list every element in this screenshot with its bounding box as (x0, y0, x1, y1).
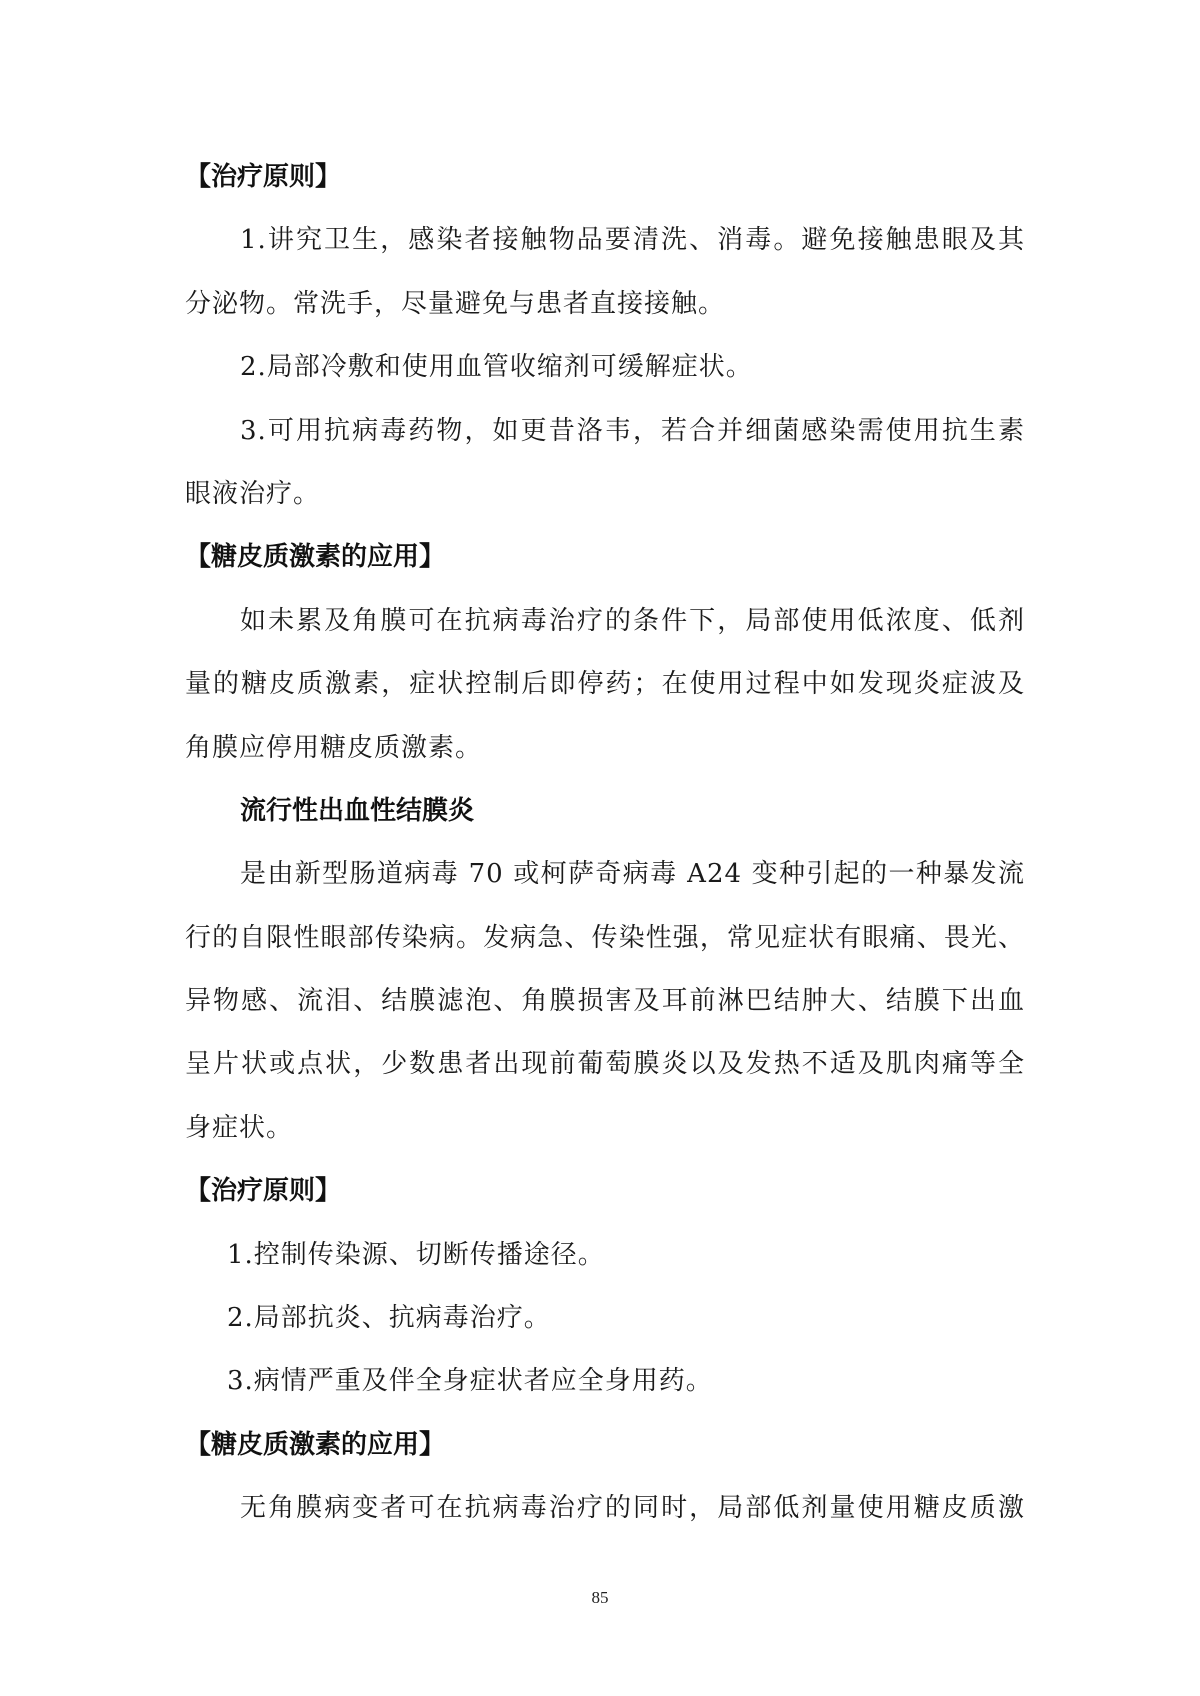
paragraph-line: 呈片状或点状，少数患者出现前葡萄膜炎以及发热不适及肌肉痛等全 (185, 1049, 1025, 1080)
paragraph-line: 2.局部冷敷和使用血管收缩剂可缓解症状。 (240, 352, 753, 383)
paragraph-line: 1.控制传染源、切断传播途径。 (227, 1239, 605, 1270)
section-heading-corticosteroid-use: 【糖皮质激素的应用】 (185, 542, 446, 573)
paragraph-line: 分泌物。常洗手，尽量避免与患者直接接触。 (185, 288, 726, 319)
section-heading-treatment-principle: 【治疗原则】 (185, 1176, 342, 1207)
paragraph-line: 1.讲究卫生，感染者接触物品要清洗、消毒。避免接触患眼及其 (240, 225, 1025, 256)
treatment-item-2 (185, 336, 1025, 399)
paragraph-line: 行的自限性眼部传染病。发病急、传染性强，常见症状有眼痛、畏光、 (185, 922, 1025, 953)
treatment-item-3 (185, 1350, 1025, 1413)
section-heading-corticosteroid-use: 【糖皮质激素的应用】 (185, 1429, 446, 1460)
treatment-item-2 (185, 1287, 1025, 1350)
paragraph-line: 是由新型肠道病毒 70 或柯萨奇病毒 A24 变种引起的一种暴发流 (240, 859, 1025, 890)
treatment-item-1 (185, 209, 1025, 336)
corticosteroid-paragraph (185, 1477, 1025, 1540)
disease-title: 流行性出血性结膜炎 (240, 795, 475, 826)
disease-description-paragraph (185, 843, 1025, 1160)
page-number: 85 (591, 1588, 609, 1607)
paragraph-line: 3.可用抗病毒药物，如更昔洛韦，若合并细菌感染需使用抗生素 (240, 415, 1025, 446)
section-heading-treatment-principle: 【治疗原则】 (185, 162, 342, 192)
paragraph-line: 3.病情严重及伴全身症状者应全身用药。 (227, 1366, 713, 1397)
paragraph-line: 身症状。 (185, 1112, 294, 1143)
paragraph-line: 角膜应停用糖皮质激素。 (185, 732, 483, 763)
paragraph-line: 无角膜病变者可在抗病毒治疗的同时，局部低剂量使用糖皮质激 (240, 1493, 1025, 1524)
corticosteroid-paragraph (185, 590, 1025, 780)
treatment-item-1 (185, 1224, 1025, 1287)
treatment-item-3 (185, 400, 1025, 527)
paragraph-line: 2.局部抗炎、抗病毒治疗。 (227, 1303, 551, 1334)
paragraph-line: 异物感、流泪、结膜滤泡、角膜损害及耳前淋巴结肿大、结膜下出血 (185, 986, 1025, 1017)
paragraph-line: 眼液治疗。 (185, 478, 321, 509)
paragraph-line: 量的糖皮质激素，症状控制后即停药；在使用过程中如发现炎症波及 (185, 669, 1025, 700)
page-content (185, 146, 1025, 1541)
paragraph-line: 如未累及角膜可在抗病毒治疗的条件下，局部使用低浓度、低剂 (240, 605, 1025, 636)
